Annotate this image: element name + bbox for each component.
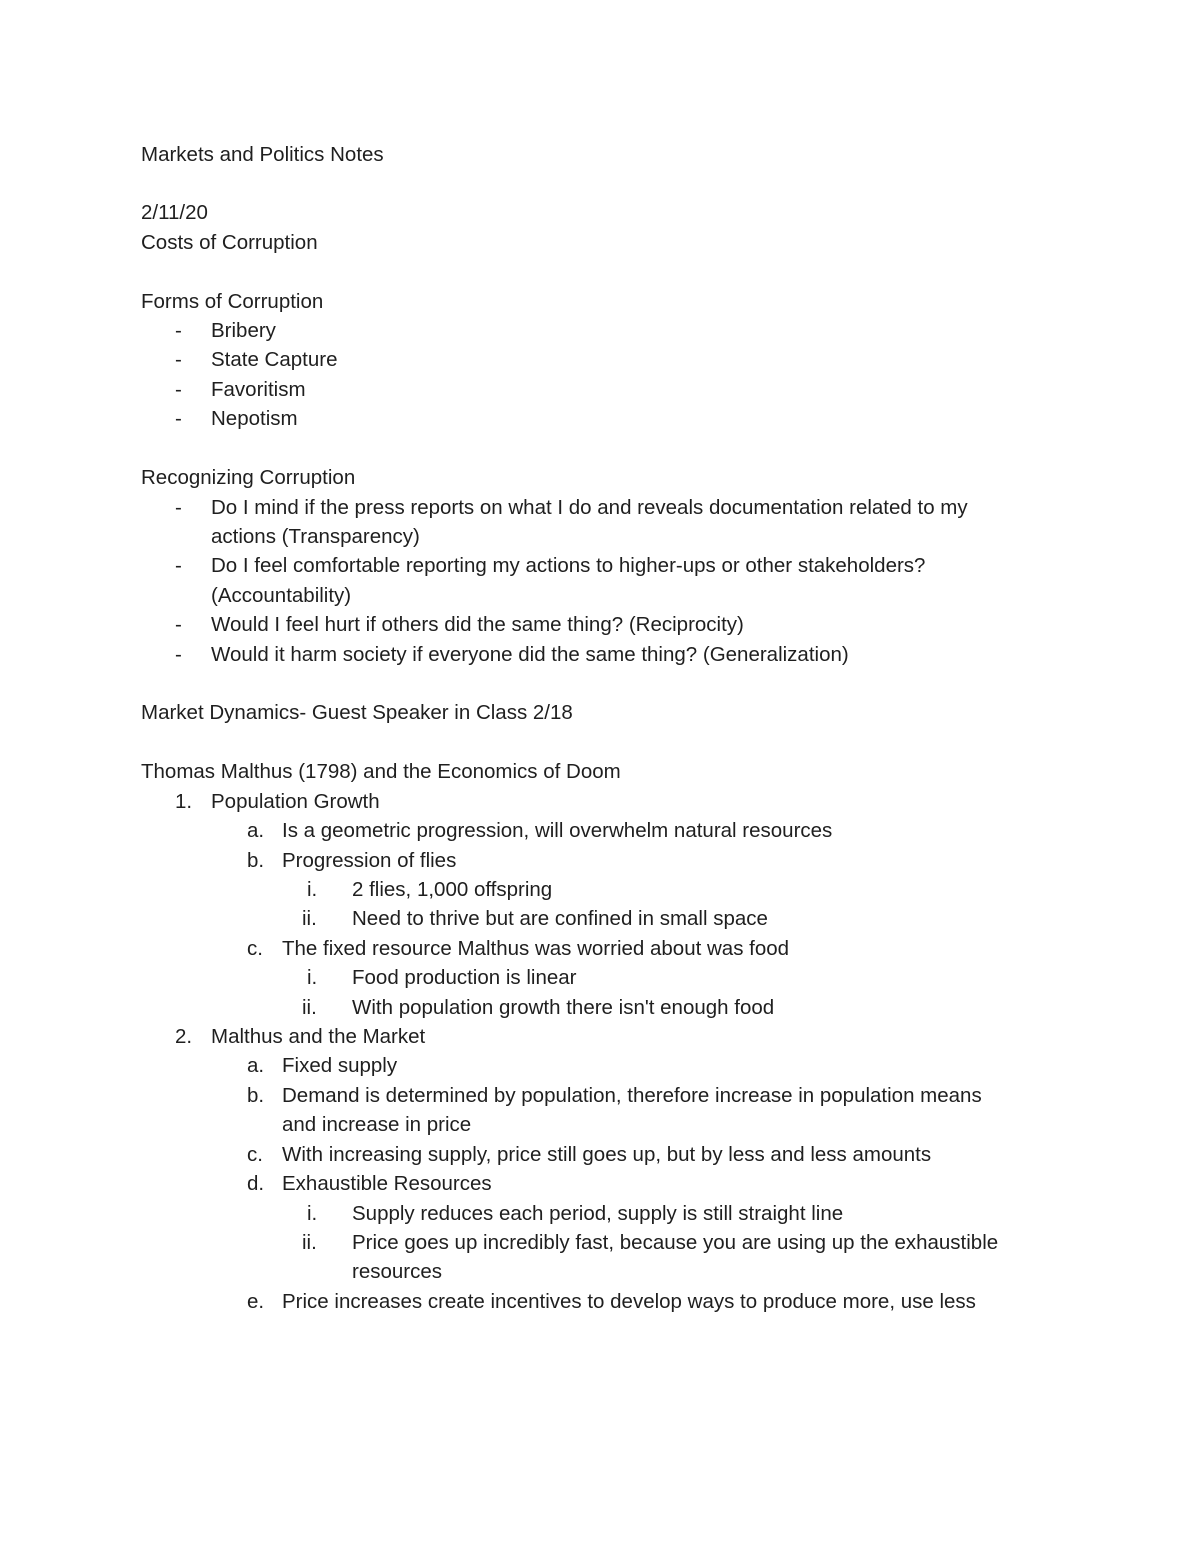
list-letter: b. [247,849,265,872]
list-item: Price goes up incredibly fast, because you are using up the exhaustible [352,1231,999,1254]
list-item: Nepotism [211,407,298,430]
list-letter: a. [247,819,265,842]
list-item: Food production is linear [352,966,577,989]
list-item: Do I feel comfortable reporting my actions to higher-ups or other stakeholders? [211,554,926,577]
list-item: Demand is determined by population, therefore increase in population means [282,1084,982,1107]
list-item: Would it harm society if everyone did the same thing? (Generalization) [211,643,849,666]
list-item: Would I feel hurt if others did the same thing? (Reciprocity) [211,613,744,636]
list-roman: ii. [302,907,317,930]
list-item: Progression of flies [282,849,457,872]
list-item: Favoritism [211,378,306,401]
list-item: Malthus and the Market [211,1025,426,1048]
list-letter: c. [247,937,263,960]
list-item: Exhaustible Resources [282,1172,492,1195]
bullet-dash: - [175,348,182,371]
list-number: 1. [175,790,193,813]
list-item: Bribery [211,319,276,342]
list-item: With increasing supply, price still goes up, but by less and less amounts [282,1143,932,1166]
list-item: Do I mind if the press reports on what I do and reveals documentation related to my [211,496,968,519]
section-heading-costs: Costs of Corruption [141,231,318,254]
list-letter: e. [247,1290,265,1313]
list-item: Supply reduces each period, supply is still straight line [352,1202,844,1225]
list-roman: i. [307,966,318,989]
list-item: Price increases create incentives to develop ways to produce more, use less [282,1290,976,1313]
list-letter: b. [247,1084,265,1107]
list-roman: ii. [302,996,317,1019]
bullet-dash: - [175,407,182,430]
bullet-dash: - [175,319,182,342]
bullet-dash: - [175,496,182,519]
list-item: Need to thrive but are confined in small space [352,907,768,930]
list-item-continuation: (Accountability) [211,584,352,607]
list-item: State Capture [211,348,338,371]
section-heading-malthus: Thomas Malthus (1798) and the Economics of Doom [141,760,621,783]
list-item: The fixed resource Malthus was worried about was food [282,937,790,960]
date-line: 2/11/20 [141,201,208,224]
document-title: Markets and Politics Notes [141,143,384,166]
list-roman: i. [307,1202,318,1225]
section-heading-market-dynamics: Market Dynamics- Guest Speaker in Class 2/18 [141,701,573,724]
bullet-dash: - [175,554,182,577]
bullet-dash: - [175,613,182,636]
list-roman: ii. [302,1231,317,1254]
list-letter: d. [247,1172,265,1195]
section-heading-recognizing: Recognizing Corruption [141,466,356,489]
list-number: 2. [175,1025,193,1048]
bullet-dash: - [175,643,182,666]
list-item: Fixed supply [282,1054,398,1077]
list-item-continuation: resources [352,1260,443,1283]
list-item-continuation: and increase in price [282,1113,472,1136]
list-letter: c. [247,1143,263,1166]
list-item: Population Growth [211,790,380,813]
list-roman: i. [307,878,318,901]
list-item-continuation: actions (Transparency) [211,525,420,548]
list-item: With population growth there isn't enough food [352,996,775,1019]
section-heading-forms: Forms of Corruption [141,290,324,313]
list-letter: a. [247,1054,265,1077]
bullet-dash: - [175,378,182,401]
list-item: Is a geometric progression, will overwhelm natural resources [282,819,833,842]
list-item: 2 flies, 1,000 offspring [352,878,553,901]
